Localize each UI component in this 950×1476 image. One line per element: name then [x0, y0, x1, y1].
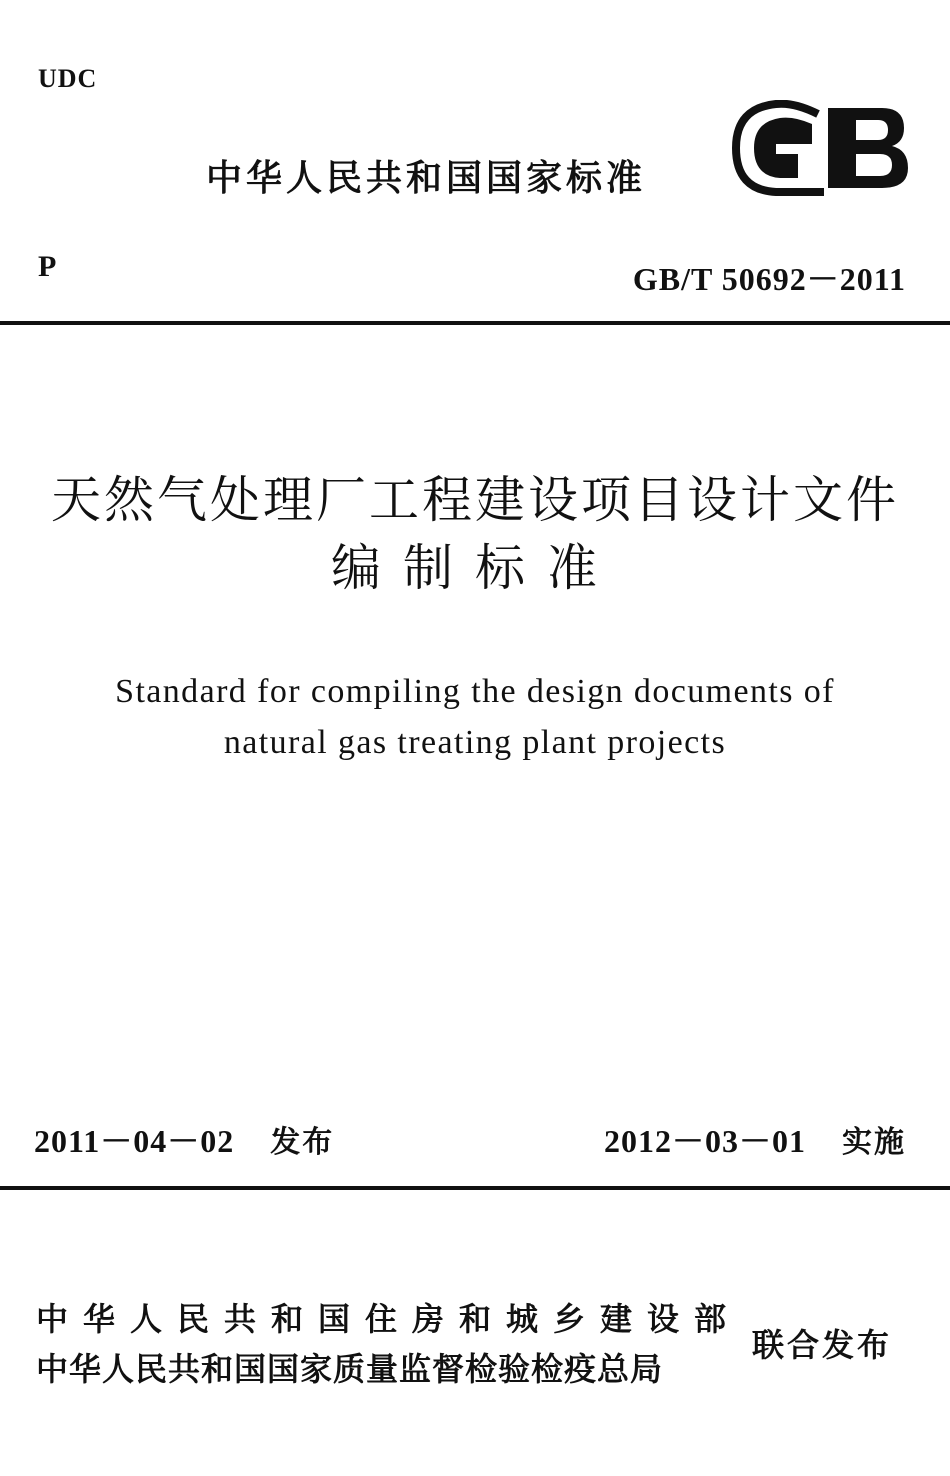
issue-date: 2011－04－02 [34, 1123, 235, 1159]
issue-label: 发布 [270, 1125, 335, 1160]
gb-logo [732, 100, 912, 196]
issuer-ministry: 中华人民共和国住房和城乡建设部 [36, 1300, 742, 1338]
top-divider [0, 321, 950, 325]
issuing-authorities [36, 1294, 741, 1394]
chinese-title-line2: 编制标准 [331, 539, 619, 597]
joint-issue-label: 联合发布 [752, 1326, 893, 1364]
udc-label: UDC [38, 64, 98, 93]
bottom-divider [0, 1186, 950, 1190]
english-title-line1: Standard for compiling the design documents of [115, 673, 835, 710]
english-title-line2: natural gas treating plant projects [223, 724, 727, 761]
standard-number: GB/T 50692－2011 [632, 261, 906, 297]
english-title [0, 666, 950, 768]
chinese-title [0, 466, 950, 602]
chinese-title-line1: 天然气处理厂工程建设项目设计文件 [51, 471, 899, 529]
issuer-aqsiq: 中华人民共和国国家质量监督检验检疫总局 [36, 1350, 664, 1388]
implement-date: 2012－03－01 [603, 1123, 806, 1159]
national-standard-heading: 中华人民共和国国家标准 [206, 158, 647, 199]
implement-label: 实施 [842, 1125, 906, 1160]
implement-date-row [604, 1116, 906, 1162]
issue-date-row [34, 1116, 334, 1162]
category-code: P [38, 250, 57, 283]
